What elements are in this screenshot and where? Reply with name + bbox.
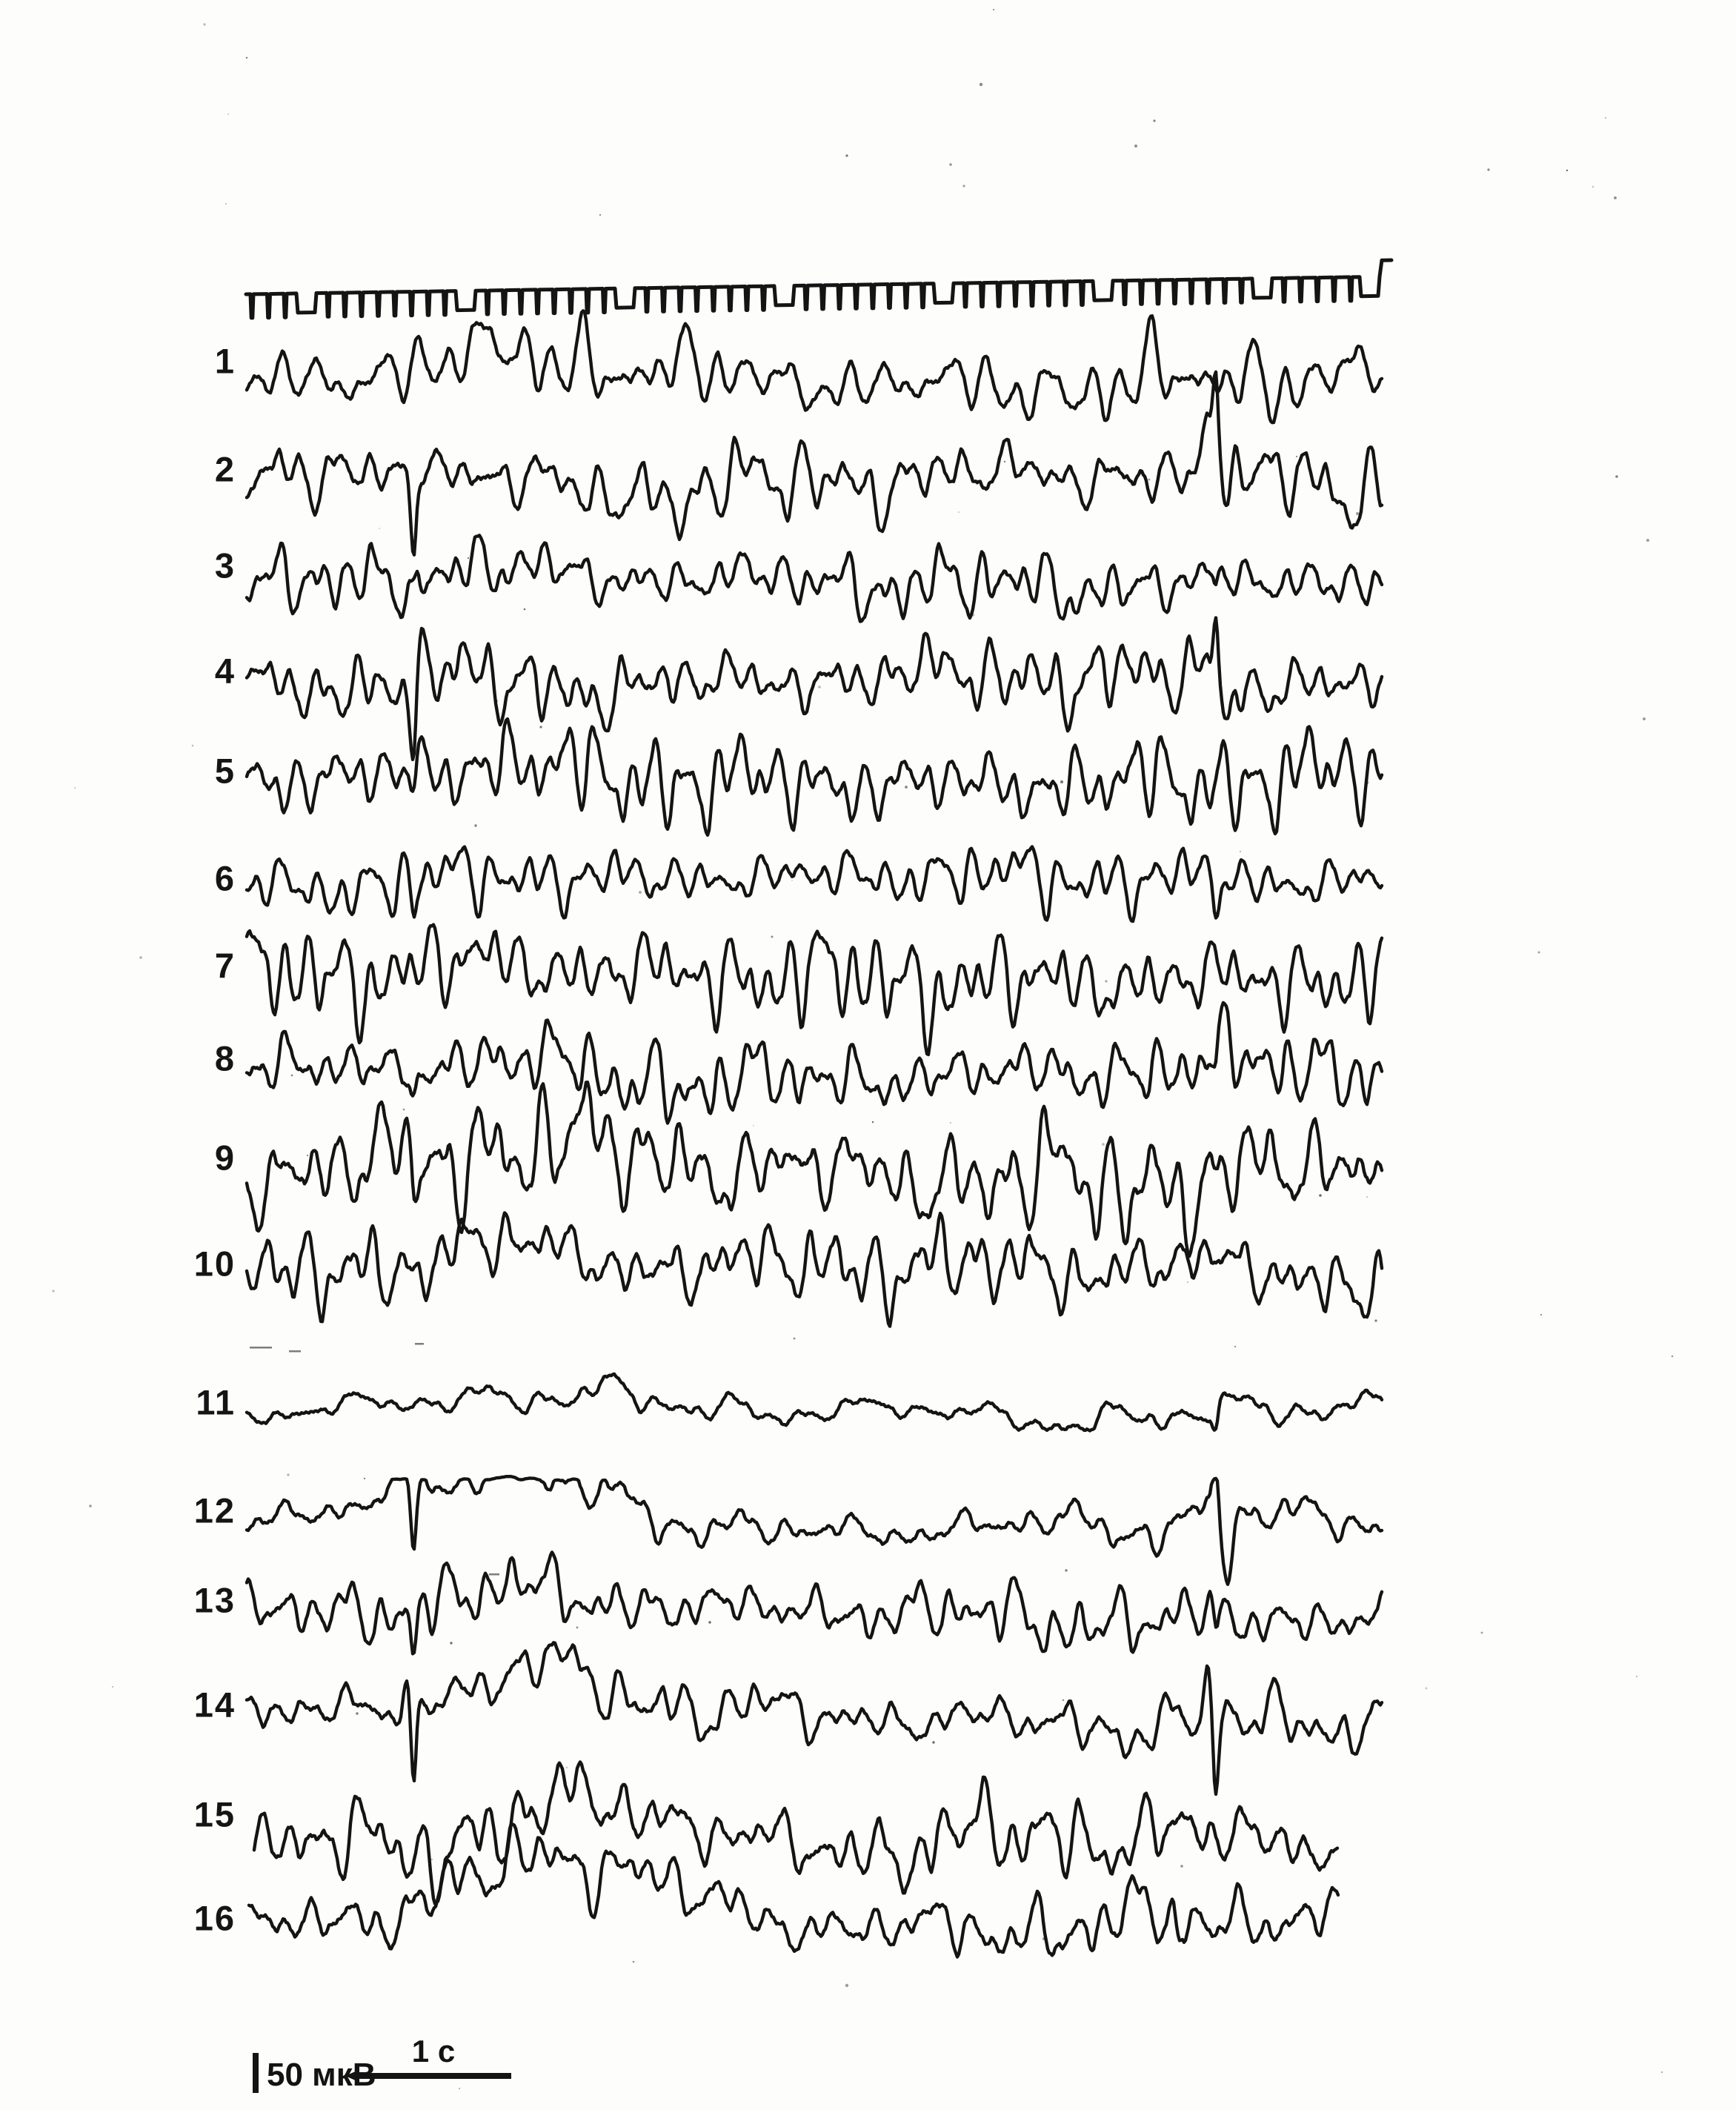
eeg-trace-channel-15 [254, 1762, 1337, 1903]
speck [1148, 479, 1151, 481]
scan-speckle [52, 9, 1673, 2089]
speck [468, 557, 469, 559]
speck [403, 1109, 405, 1111]
speck [905, 786, 908, 789]
eeg-trace-channel-8 [247, 1003, 1382, 1124]
speck [845, 154, 848, 156]
speck [364, 1478, 365, 1479]
scratch-mark [415, 1343, 424, 1345]
speck [1643, 717, 1646, 720]
speck [1065, 1569, 1067, 1571]
eeg-trace-channel-6 [247, 846, 1382, 921]
channel-label-5: 5 [214, 751, 236, 791]
speck [1366, 1196, 1368, 1198]
eeg-channel-traces [247, 311, 1382, 1957]
speck [753, 1125, 754, 1126]
speck [1356, 512, 1359, 515]
speck [1487, 168, 1489, 170]
scratch-mark [289, 1350, 301, 1353]
eeg-trace-channel-9 [247, 1082, 1382, 1256]
speck [794, 1338, 796, 1340]
eeg-trace-channel-12 [247, 1476, 1382, 1585]
channel-label-8: 8 [214, 1038, 236, 1078]
speck [225, 203, 227, 205]
speck [1296, 456, 1297, 457]
speck [980, 83, 982, 86]
speck [474, 824, 476, 826]
speck [950, 1122, 951, 1124]
speck [818, 686, 821, 689]
speck [1615, 475, 1618, 478]
eeg-trace-channel-16 [249, 1823, 1338, 1957]
speck [287, 1473, 289, 1476]
speck [1540, 1314, 1542, 1316]
speck [1672, 1356, 1674, 1358]
channel-label-10: 10 [193, 1244, 236, 1284]
speck [1661, 2071, 1663, 2073]
speck [566, 1767, 568, 1769]
speck [524, 608, 526, 611]
speck [1614, 196, 1617, 199]
speck [1105, 980, 1107, 982]
speck [1060, 780, 1063, 783]
scratch-mark [250, 1347, 272, 1349]
channel-label-11: 11 [196, 1382, 236, 1422]
speck [246, 57, 247, 59]
speck [379, 528, 380, 529]
speck [791, 880, 793, 881]
speck [633, 1961, 635, 1963]
calibration-voltage-label: 50 мкВ [267, 2057, 376, 2093]
channel-label-6: 6 [214, 858, 236, 898]
speck [539, 726, 542, 728]
speck [1004, 461, 1005, 462]
channel-label-14: 14 [193, 1685, 236, 1725]
speck [203, 23, 205, 25]
speck [708, 1621, 711, 1623]
speck [599, 214, 601, 216]
speck [1240, 851, 1241, 852]
speck [1187, 1281, 1188, 1283]
speck [74, 787, 76, 789]
speck [1134, 145, 1137, 147]
channel-label-7: 7 [214, 946, 236, 986]
speck [1605, 117, 1606, 119]
speck [1234, 1346, 1236, 1347]
speck [962, 185, 965, 187]
eeg-trace-channel-4 [247, 618, 1382, 760]
channel-label-12: 12 [193, 1490, 236, 1530]
speck [459, 2088, 460, 2089]
speck [1153, 119, 1155, 122]
eeg-trace-channel-10 [247, 1212, 1382, 1326]
eeg-trace-channel-5 [247, 719, 1382, 835]
speck [1592, 186, 1594, 188]
speck [450, 1642, 452, 1644]
eeg-trace-channel-3 [247, 535, 1382, 621]
time-marker-trace [246, 260, 1391, 318]
speck [1566, 170, 1568, 171]
speck [139, 956, 142, 959]
channel-label-3: 3 [214, 545, 236, 585]
speck [1062, 1699, 1064, 1701]
speck [431, 1859, 433, 1860]
scratch-mark [489, 1573, 499, 1576]
channel-label-13: 13 [193, 1580, 236, 1620]
channel-label-2: 2 [214, 449, 236, 489]
speck [1319, 1194, 1322, 1197]
speck [872, 1121, 874, 1123]
eeg-trace-channel-7 [247, 925, 1382, 1055]
speck [356, 1712, 359, 1715]
speck [89, 1504, 92, 1507]
channel-label-15: 15 [193, 1794, 236, 1834]
speck [1646, 539, 1649, 542]
speck [932, 1741, 934, 1743]
speck [112, 1686, 113, 1688]
eeg-trace-channel-14 [247, 1642, 1382, 1794]
speck [845, 1984, 848, 1987]
speck [1426, 1688, 1428, 1690]
channel-label-9: 9 [214, 1138, 236, 1178]
speck [192, 745, 194, 747]
speck [1481, 1632, 1483, 1634]
channel-label-4: 4 [214, 651, 236, 691]
channel-label-16: 16 [193, 1898, 236, 1938]
speck [639, 891, 642, 894]
calibration-time-label: 1 с [411, 2034, 456, 2068]
speck [576, 1627, 579, 1629]
speck [1374, 1319, 1377, 1321]
speck [1636, 1676, 1637, 1677]
speck [771, 936, 774, 938]
eeg-trace-channel-13 [247, 1552, 1382, 1653]
speck [291, 1075, 293, 1077]
eeg-trace-channel-11 [247, 1374, 1382, 1431]
speck [227, 113, 229, 115]
channel-label-1: 1 [214, 341, 236, 381]
speck [949, 163, 952, 166]
speck [958, 511, 960, 513]
speck [993, 9, 994, 10]
speck [1180, 1865, 1183, 1868]
speck [52, 1290, 54, 1292]
speck [1538, 952, 1540, 954]
speck [307, 1155, 308, 1156]
speck [1102, 1143, 1105, 1146]
